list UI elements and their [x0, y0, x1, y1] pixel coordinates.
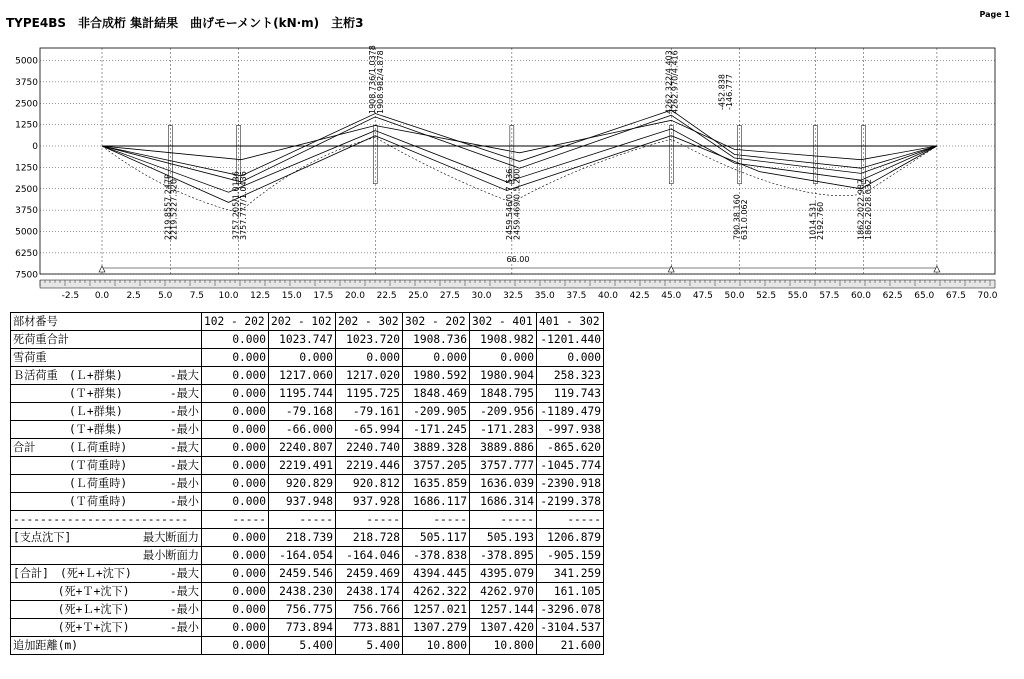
row-label [11, 565, 202, 583]
table-cell: 1636.039 [470, 475, 537, 493]
table-cell: 1908.982 [470, 331, 537, 349]
table-cell: 2459.469 [336, 565, 403, 583]
y-axis-labels [15, 57, 38, 281]
table-cell: 2240.807 [269, 439, 336, 457]
row-label [11, 475, 202, 493]
row-label-main: (Ｔ荷重時) [13, 459, 128, 472]
row-label [11, 511, 202, 529]
table-cell: 1635.859 [403, 475, 470, 493]
row-label-suffix: -最大 [169, 567, 199, 580]
row-label [11, 421, 202, 439]
table-cell: 0.000 [202, 385, 269, 403]
table-cell: 4395.079 [470, 565, 537, 583]
x-tick-label: 45.0 [661, 291, 682, 301]
table-cell: 0.000 [537, 349, 604, 367]
x-tick-label: 47.5 [692, 291, 713, 301]
y-tick-label: 2500 [15, 184, 38, 195]
table-cell: -378.838 [403, 547, 470, 565]
table-cell: 1848.469 [403, 385, 470, 403]
row-label [11, 637, 202, 655]
table-row [11, 439, 604, 457]
value-label: 1862.2028.032 [864, 178, 874, 240]
row-label-suffix: -最小 [169, 477, 199, 490]
x-axis-strip [40, 280, 995, 288]
table-cell: -171.283 [470, 421, 537, 439]
table-cell: 0.000 [202, 403, 269, 421]
table-cell: ----- [537, 511, 604, 529]
table-cell: 0.000 [202, 619, 269, 637]
table-cell: 0.000 [202, 331, 269, 349]
row-label [11, 439, 202, 457]
row-label [11, 619, 202, 637]
y-tick-label: 3750 [15, 206, 38, 217]
row-label-main: (死+Ｔ+沈下) [13, 621, 130, 634]
row-label-main: Ｂ活荷重 (Ｌ+群集) [13, 369, 123, 382]
table-row [11, 421, 604, 439]
value-label: 790.38.160 [732, 194, 742, 240]
table-cell: -2390.918 [537, 475, 604, 493]
row-label-suffix: -最小 [169, 405, 199, 418]
table-cell: 1023.747 [269, 331, 336, 349]
header-member-col: 302 - 401 [470, 313, 537, 331]
table-cell: 1980.592 [403, 367, 470, 385]
x-tick-label: 57.5 [819, 291, 840, 301]
table-row [11, 583, 604, 601]
table-cell: 0.000 [202, 349, 269, 367]
table-cell: 4262.970 [470, 583, 537, 601]
row-label-main: [支点沈下] [13, 531, 72, 544]
table-row [11, 547, 604, 565]
table-row [11, 349, 604, 367]
row-label-suffix: -最小 [169, 621, 199, 634]
value-labels [163, 45, 873, 240]
row-label [11, 529, 202, 547]
table-cell: -3104.537 [537, 619, 604, 637]
header-member-col: 401 - 302 [537, 313, 604, 331]
table-row [11, 331, 604, 349]
table-cell: 0.000 [202, 583, 269, 601]
table-cell: 0.000 [202, 439, 269, 457]
y-tick-label: 3750 [15, 77, 38, 88]
value-label: 631.0.062 [740, 199, 750, 240]
row-label-suffix: -最小 [169, 423, 199, 436]
curve-dl [102, 120, 937, 159]
row-label-suffix: -最大 [169, 441, 199, 454]
table-cell: -865.620 [537, 439, 604, 457]
x-tick-label: 10.0 [218, 291, 239, 301]
row-label-main: 追加距離(m) [13, 639, 78, 652]
x-tick-label: 42.5 [629, 291, 650, 301]
row-label [11, 601, 202, 619]
table-cell: -1201.440 [537, 331, 604, 349]
table-cell: 0.000 [202, 565, 269, 583]
table-row [11, 601, 604, 619]
table-cell: 920.812 [336, 475, 403, 493]
table-cell: 258.323 [537, 367, 604, 385]
table-cell: 218.739 [269, 529, 336, 547]
table-cell: 3889.328 [403, 439, 470, 457]
y-tick-label: 6250 [15, 248, 38, 259]
y-tick-label: 1250 [15, 120, 38, 131]
table-cell: 4262.322 [403, 583, 470, 601]
report-title: TYPE4BS 非合成桁 集計結果 曲げモーメント(kN·m) 主桁3 [6, 16, 364, 30]
row-label-suffix: -最大 [169, 585, 199, 598]
table-cell: 0.000 [202, 475, 269, 493]
table-cell: -65.994 [336, 421, 403, 439]
x-tick-label: 5.0 [158, 291, 173, 301]
support-icon [668, 266, 674, 272]
table-cell: 1686.314 [470, 493, 537, 511]
table-cell: 0.000 [202, 529, 269, 547]
table-cell: 1307.420 [470, 619, 537, 637]
value-label: 2219.5227.320 [169, 178, 179, 240]
table-cell: 1023.720 [336, 331, 403, 349]
x-tick-label: 7.5 [189, 291, 205, 301]
table-cell: 1206.879 [537, 529, 604, 547]
table-cell: 5.400 [269, 637, 336, 655]
row-label-suffix: -最大 [169, 369, 199, 382]
value-label: 1908.982/4.878 [375, 50, 385, 114]
y-tick-label: 1250 [15, 163, 38, 174]
x-tick-label: 35.0 [534, 291, 555, 301]
row-label-suffix: -最大 [169, 387, 199, 400]
x-tick-label: 65.0 [914, 291, 935, 301]
table-cell: 937.928 [336, 493, 403, 511]
row-label-main: (Ｔ荷重時) [13, 495, 128, 508]
table-cell: 756.766 [336, 601, 403, 619]
x-tick-label: 40.0 [597, 291, 619, 301]
table-cell: 1307.279 [403, 619, 470, 637]
row-label-main: (Ｌ+群集) [13, 405, 123, 418]
header-member-col: 102 - 202 [202, 313, 269, 331]
table-cell: -171.245 [403, 421, 470, 439]
x-tick-label: 32.5 [503, 291, 524, 301]
table-row [11, 529, 604, 547]
y-tick-label: 5000 [15, 56, 38, 67]
value-label: 4262.322/4.403 [664, 50, 674, 114]
table-row [11, 565, 604, 583]
x-tick-label: 20.0 [344, 291, 366, 301]
row-label-main: (死+Ｌ+沈下) [13, 603, 130, 616]
x-tick-label: 62.5 [882, 291, 903, 301]
row-label [11, 331, 202, 349]
table-cell: 1908.736 [403, 331, 470, 349]
y-tick-label: 7500 [15, 270, 38, 281]
row-label-suffix: 最大断面力 [143, 531, 199, 544]
x-tick-label: 70.0 [977, 291, 998, 301]
table-cell: 0.000 [470, 349, 537, 367]
x-tick-label: -2.5 [61, 291, 80, 301]
table-cell: ----- [403, 511, 470, 529]
table-cell: 2219.446 [336, 457, 403, 475]
table-row [11, 511, 604, 529]
table-cell: -1045.774 [537, 457, 604, 475]
section-bar [669, 125, 673, 183]
table-cell: 0.000 [202, 547, 269, 565]
table-cell: ----- [336, 511, 403, 529]
header-member-col: 302 - 202 [403, 313, 470, 331]
row-label [11, 457, 202, 475]
value-label: 1908.736/1.0378 [368, 45, 378, 114]
table-cell: 341.259 [537, 565, 604, 583]
table-cell: -79.168 [269, 403, 336, 421]
table-cell: -164.046 [336, 547, 403, 565]
x-axis-labels [62, 291, 998, 301]
x-tick-label: 67.5 [945, 291, 966, 301]
x-tick-label: 60.0 [850, 291, 872, 301]
value-label: -452.838 [717, 74, 727, 110]
row-label [11, 583, 202, 601]
table-cell: 756.775 [269, 601, 336, 619]
span-label: 66.00 [506, 255, 530, 264]
x-tick-label: 27.5 [439, 291, 460, 301]
x-tick-label: 30.0 [471, 291, 492, 301]
table-cell: 3889.886 [470, 439, 537, 457]
table-cell: 1257.144 [470, 601, 537, 619]
value-label: 1862.2022.987 [856, 178, 866, 240]
row-label-main: -------------------------- [13, 513, 189, 526]
diagram-grid [40, 48, 995, 288]
table-cell: 10.800 [403, 637, 470, 655]
section-bar [813, 125, 817, 183]
row-label [11, 367, 202, 385]
table-cell: 0.000 [269, 349, 336, 367]
value-label: 3757.205/1.0136 [231, 171, 241, 240]
table-row [11, 619, 604, 637]
table-cell: 0.000 [202, 493, 269, 511]
x-tick-label: 2.5 [126, 291, 141, 301]
table-cell: 1848.795 [470, 385, 537, 403]
table-cell: 1257.021 [403, 601, 470, 619]
header-member-col: 202 - 302 [336, 313, 403, 331]
value-label: 3757.777/1.0436 [239, 171, 249, 240]
table-cell: 2219.491 [269, 457, 336, 475]
table-cell: 0.000 [202, 367, 269, 385]
table-row [11, 367, 604, 385]
table-cell: 2459.546 [269, 565, 336, 583]
header-member-col: 202 - 102 [269, 313, 336, 331]
row-label-main: (Ｔ+群集) [13, 423, 123, 436]
table-cell: 0.000 [202, 637, 269, 655]
table-cell: 1195.744 [269, 385, 336, 403]
table-cell: 3757.777 [470, 457, 537, 475]
x-tick-label: 22.5 [376, 291, 397, 301]
table-row [11, 637, 604, 655]
table-row [11, 493, 604, 511]
value-label: 2192.760 [816, 201, 826, 240]
row-label-suffix: -最大 [169, 459, 199, 472]
table-cell: 937.948 [269, 493, 336, 511]
value-label: 2219.8557.247P [163, 174, 173, 240]
table-cell: 21.600 [537, 637, 604, 655]
x-tick-label: 17.5 [313, 291, 334, 301]
table-header-row [11, 313, 604, 331]
x-tick-label: 50.0 [724, 291, 745, 301]
table-cell: 161.105 [537, 583, 604, 601]
section-bar [862, 125, 866, 183]
table-cell: 0.000 [336, 349, 403, 367]
row-label-main: (Ｌ荷重時) [13, 477, 128, 490]
table-cell: ----- [202, 511, 269, 529]
section-bar [373, 125, 377, 183]
x-tick-label: 37.5 [566, 291, 587, 301]
row-label [11, 547, 202, 565]
table-cell: -209.956 [470, 403, 537, 421]
table-cell: 2438.230 [269, 583, 336, 601]
table-cell: -2199.378 [537, 493, 604, 511]
x-tick-label: 25.0 [408, 291, 429, 301]
table-cell: 1195.725 [336, 385, 403, 403]
value-label: 1014.531 [808, 201, 818, 240]
x-tick-label: 0.0 [94, 291, 110, 301]
table-cell: 0.000 [202, 457, 269, 475]
row-label-suffix: 最小断面力 [143, 549, 199, 562]
table-cell: -164.054 [269, 547, 336, 565]
row-label-suffix: -最小 [169, 495, 199, 508]
table-cell: -3296.078 [537, 601, 604, 619]
y-tick-label: 0 [32, 142, 38, 152]
table-cell: 2438.174 [336, 583, 403, 601]
row-label-main: 合計 (Ｌ荷重時) [13, 441, 128, 454]
row-label-suffix: -最小 [169, 603, 199, 616]
table-cell: -79.161 [336, 403, 403, 421]
table-cell: -905.159 [537, 547, 604, 565]
table-cell: -378.895 [470, 547, 537, 565]
table-cell: 4394.445 [403, 565, 470, 583]
table-cell: 773.881 [336, 619, 403, 637]
support-icon [99, 266, 105, 272]
table-cell: 10.800 [470, 637, 537, 655]
y-tick-label: 5000 [15, 227, 38, 238]
row-label [11, 349, 202, 367]
x-tick-label: 15.0 [281, 291, 302, 301]
table-cell: 505.117 [403, 529, 470, 547]
results-table [10, 312, 604, 655]
moment-diagram [0, 40, 1000, 310]
table-cell: 0.000 [403, 349, 470, 367]
table-cell: 119.743 [537, 385, 604, 403]
row-label-main: 死荷重合計 [13, 333, 69, 346]
table-cell: 218.728 [336, 529, 403, 547]
table-cell: 5.400 [336, 637, 403, 655]
table-cell: 1217.060 [269, 367, 336, 385]
support-icon [934, 266, 940, 272]
header-member-label: 部材番号 [11, 313, 202, 331]
table-row [11, 475, 604, 493]
x-tick-label: 55.0 [787, 291, 808, 301]
row-label-main: (Ｔ+群集) [13, 387, 123, 400]
table-cell: 1980.904 [470, 367, 537, 385]
table-cell: -1189.479 [537, 403, 604, 421]
table-cell: 0.000 [202, 421, 269, 439]
table-row [11, 385, 604, 403]
table-cell: 3757.205 [403, 457, 470, 475]
table-cell: 0.000 [202, 601, 269, 619]
value-label: -146.777 [724, 74, 734, 110]
table-row [11, 457, 604, 475]
table-cell: ----- [470, 511, 537, 529]
table-cell: -66.000 [269, 421, 336, 439]
row-label-main: 雪荷重 [13, 351, 47, 364]
row-label [11, 493, 202, 511]
table-cell: 2240.740 [336, 439, 403, 457]
x-tick-label: 12.5 [250, 291, 271, 301]
page-number: Page 1 [979, 10, 1010, 19]
curve-max-1 [102, 110, 937, 176]
table-cell: ----- [269, 511, 336, 529]
table-cell: 1217.020 [336, 367, 403, 385]
row-label [11, 403, 202, 421]
table-row [11, 403, 604, 421]
table-cell: 773.894 [269, 619, 336, 637]
table-cell: -209.905 [403, 403, 470, 421]
table-cell: 505.193 [470, 529, 537, 547]
table-cell: 920.829 [269, 475, 336, 493]
row-label-main: (死+Ｔ+沈下) [13, 585, 130, 598]
table-cell: -997.938 [537, 421, 604, 439]
value-label: 2459.469/0.5.200 [512, 168, 522, 240]
value-label: 2459.546/0.7.536 [504, 168, 514, 240]
value-label: 4262.970/4.416 [670, 50, 680, 114]
row-label-main: [合計] (死+Ｌ+沈下) [13, 567, 132, 580]
y-tick-label: 2500 [15, 99, 38, 110]
row-label [11, 385, 202, 403]
x-tick-label: 52.5 [756, 291, 777, 301]
table-cell: 1686.117 [403, 493, 470, 511]
